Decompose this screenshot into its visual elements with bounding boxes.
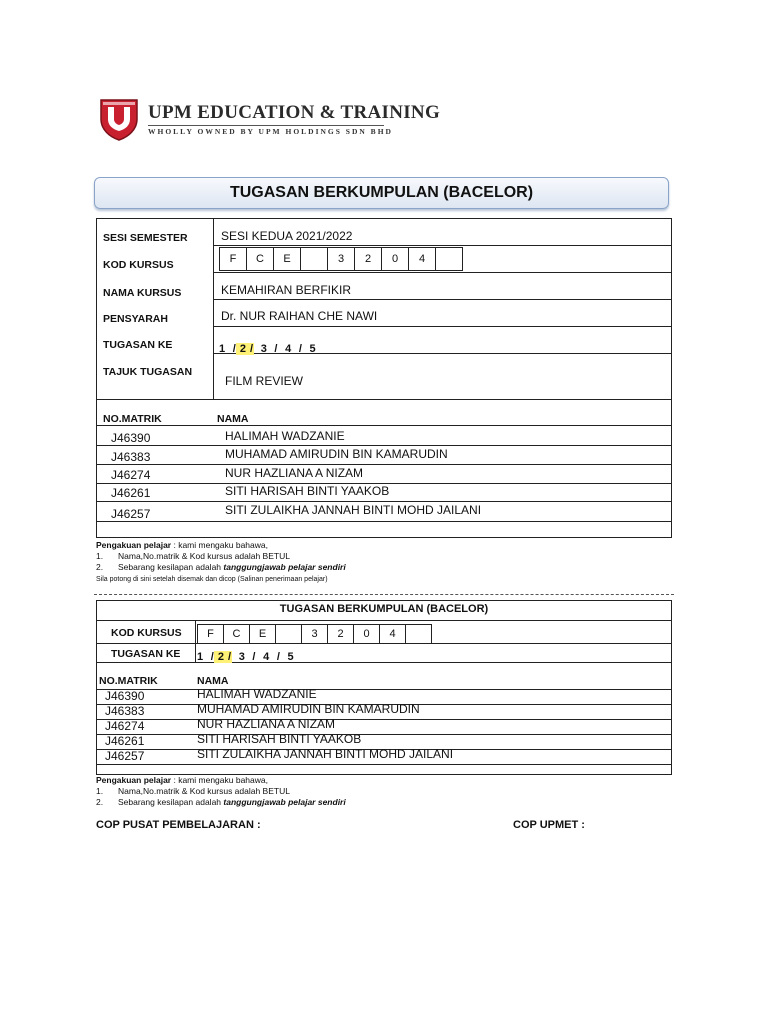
tugasan-ke-value — [219, 339, 316, 357]
row-line — [97, 764, 671, 765]
declaration-num-2: 2. — [96, 562, 104, 572]
kod-char-box: 0 — [353, 624, 380, 644]
slip-student-nama: SITI HARISAH BINTI YAAKOB — [197, 732, 362, 746]
slip-title: TUGASAN BERKUMPULAN (BACELOR) — [279, 603, 489, 615]
slip-student-nama: MUHAMAD AMIRUDIN BIN KAMARUDIN — [197, 702, 420, 716]
kod-char-box: F — [219, 247, 247, 271]
row-line — [97, 521, 671, 522]
kod-char-box: 2 — [354, 247, 382, 271]
kod-char-box — [300, 247, 328, 271]
column-divider — [195, 620, 196, 662]
tugasan-option-2-selected: 2 / — [236, 343, 254, 355]
row-line — [97, 445, 671, 446]
sesi-value: SESI KEDUA 2021/2022 — [221, 229, 353, 243]
slip-declaration-item-1: Nama,No.matrik & Kod kursus adalah BETUL — [118, 786, 290, 796]
slip-student-nama: SITI ZULAIKHA JANNAH BINTI MOHD JAILANI — [197, 747, 454, 761]
slip-declaration-heading: Pengakuan pelajar : kami mengaku bahawa, — [96, 775, 268, 785]
student-nama: SITI HARISAH BINTI YAAKOB — [225, 484, 390, 498]
slip-student-matrik: J46383 — [105, 704, 145, 718]
kod-char-box: E — [273, 247, 301, 271]
pensyarah-value: Dr. NUR RAIHAN CHE NAWI — [221, 309, 378, 323]
brand-divider — [148, 125, 384, 126]
kod-char-box: C — [223, 624, 250, 644]
row-line — [213, 299, 671, 300]
row-line — [97, 464, 671, 465]
label-tajuk-tugasan: TAJUK TUGASAN — [103, 366, 193, 378]
slip-tugasan-ke-value — [197, 647, 294, 665]
upm-logo-icon — [98, 97, 140, 141]
tugasan-options-rest: 3 / 4 / 5 — [231, 651, 295, 663]
student-matrik: J46261 — [111, 486, 151, 500]
student-matrik: J46274 — [111, 468, 151, 482]
slip-student-matrik: J46261 — [105, 734, 145, 748]
slip-declaration-num-2: 2. — [96, 797, 104, 807]
label-kod-kursus: KOD KURSUS — [103, 259, 174, 271]
kod-char-box: 4 — [408, 247, 436, 271]
declaration-num-1: 1. — [96, 551, 104, 561]
row-line — [97, 399, 671, 400]
slip-label-tugasan-ke: TUGASAN KE — [111, 648, 181, 660]
kod-char-box: F — [197, 624, 224, 644]
label-tugasan-ke: TUGASAN KE — [103, 339, 173, 351]
cop-upmet: COP UPMET : — [513, 819, 585, 831]
student-matrik: J46257 — [111, 507, 151, 521]
brand-tagline: WHOLLY OWNED BY UPM HOLDINGS SDN BHD — [148, 127, 393, 136]
slip-student-matrik: J46257 — [105, 749, 145, 763]
kod-char-box — [405, 624, 432, 644]
row-line — [97, 662, 671, 663]
row-line — [97, 719, 671, 720]
student-nama: SITI ZULAIKHA JANNAH BINTI MOHD JAILANI — [225, 503, 482, 517]
cop-pusat-pembelajaran: COP PUSAT PEMBELAJARAN : — [96, 819, 261, 831]
form-title-banner: TUGASAN BERKUMPULAN (BACELOR) — [94, 177, 669, 209]
slip-student-nama: HALIMAH WADZANIE — [197, 687, 317, 701]
tugasan-options-rest: 3 / 4 / 5 — [253, 343, 317, 355]
student-matrik: J46390 — [111, 431, 151, 445]
declaration-heading: Pengakuan pelajar : kami mengaku bahawa, — [96, 540, 268, 550]
nama-kursus-value: KEMAHIRAN BERFIKIR — [221, 283, 352, 297]
label-no-matrik: NO.MATRIK — [103, 413, 162, 425]
kod-char-box: 3 — [301, 624, 328, 644]
assignment-form — [96, 218, 672, 538]
row-line — [97, 425, 671, 426]
row-line — [97, 501, 671, 502]
slip-student-nama: NUR HAZLIANA A NIZAM — [197, 717, 336, 731]
cut-instruction: Sila potong di sini setelah disemak dan dicop (Salinan penerimaan pelajar) — [96, 576, 328, 583]
row-line — [213, 272, 671, 273]
kod-char-box: 0 — [381, 247, 409, 271]
declaration-item-2: Sebarang kesilapan adalah tanggungjawab pelajar sendiri — [118, 562, 346, 572]
student-nama: MUHAMAD AMIRUDIN BIN KAMARUDIN — [225, 447, 448, 461]
slip-declaration-item-2: Sebarang kesilapan adalah tanggungjawab pelajar sendiri — [118, 797, 346, 807]
label-sesi-semester: SESI SEMESTER — [103, 232, 188, 244]
label-nama-kursus: NAMA KURSUS — [103, 287, 182, 299]
label-pensyarah: PENSYARAH — [103, 313, 168, 325]
slip-student-matrik: J46274 — [105, 719, 145, 733]
slip-label-kod-kursus: KOD KURSUS — [111, 627, 182, 639]
student-nama: HALIMAH WADZANIE — [225, 429, 345, 443]
column-divider — [213, 219, 214, 399]
brand-name: UPM EDUCATION & TRAINING — [148, 102, 441, 123]
row-line — [97, 734, 671, 735]
slip-label-no-matrik: NO.MATRIK — [99, 675, 158, 687]
student-matrik: J46383 — [111, 450, 151, 464]
student-nama: NUR HAZLIANA A NIZAM — [225, 466, 364, 480]
kod-char-box: C — [246, 247, 274, 271]
declaration-item-1: Nama,No.matrik & Kod kursus adalah BETUL — [118, 551, 290, 561]
kod-char-box — [435, 247, 463, 271]
receipt-slip — [96, 600, 672, 775]
tugasan-option-1: 1 / — [219, 343, 237, 355]
row-line — [213, 245, 671, 246]
kod-char-box: 4 — [379, 624, 406, 644]
label-nama: NAMA — [217, 413, 249, 425]
kod-char-box: E — [249, 624, 276, 644]
tugasan-option-1: 1 / — [197, 651, 215, 663]
kod-char-box — [275, 624, 302, 644]
kod-char-box: 3 — [327, 247, 355, 271]
tajuk-value: FILM REVIEW — [225, 374, 304, 388]
cut-line — [94, 594, 674, 595]
slip-student-matrik: J46390 — [105, 689, 145, 703]
row-line — [213, 326, 671, 327]
slip-declaration-num-1: 1. — [96, 786, 104, 796]
slip-label-nama: NAMA — [197, 675, 229, 687]
kod-char-box: 2 — [327, 624, 354, 644]
tugasan-option-2-selected: 2 / — [214, 651, 232, 663]
row-line — [97, 620, 671, 621]
row-line — [97, 689, 671, 690]
